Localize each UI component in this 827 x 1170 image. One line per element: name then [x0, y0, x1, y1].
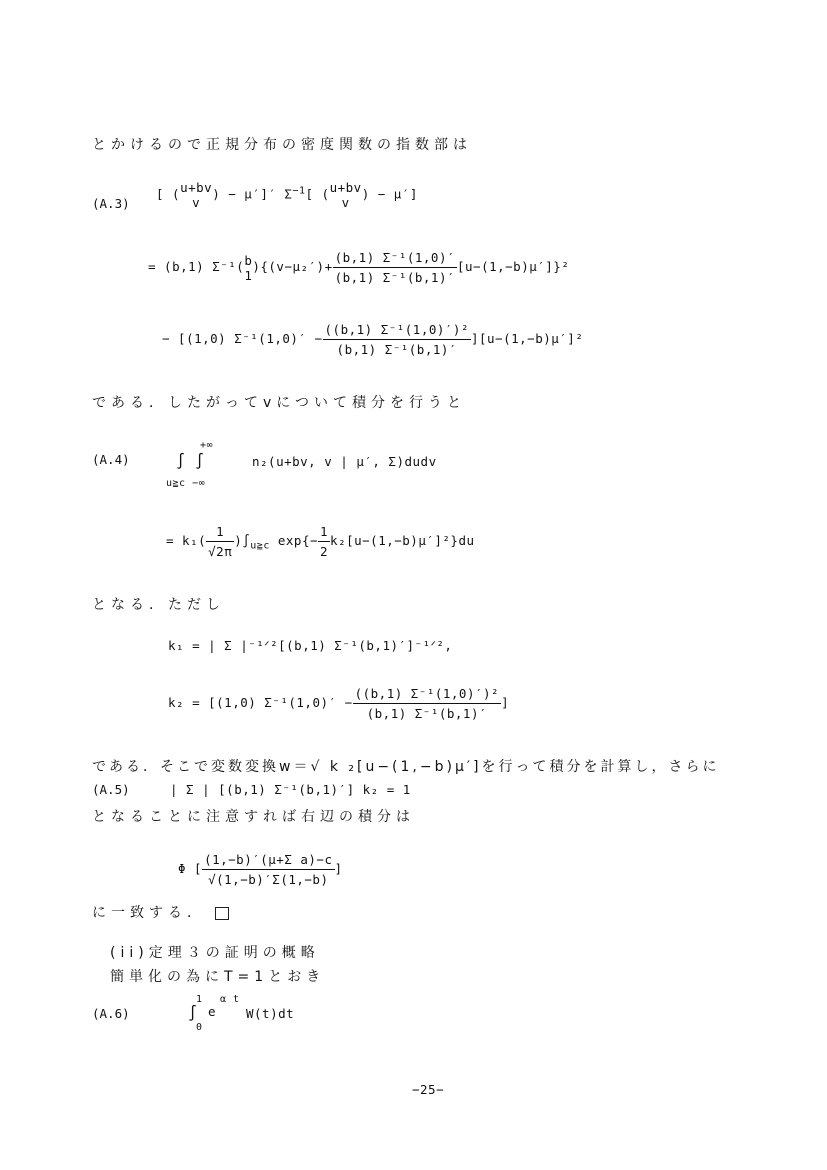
integral-a6-sign: ∫ [188, 1004, 198, 1022]
equation-a6-body: W(t)dt [246, 1006, 295, 1021]
double-integral: ∫ ∫ [176, 452, 205, 470]
page-number: −25− [412, 1082, 445, 1097]
integral-a6-lower: 0 [196, 1022, 203, 1033]
text-line-5: となることに注意すれば右辺の積分は [92, 809, 415, 825]
integral-lower-limits: u≧c −∞ [166, 478, 206, 489]
eq-label-a4: (A.4) [92, 452, 130, 467]
equation-a6-exponent: α t [220, 994, 240, 1005]
section-heading: (ii)定理３の証明の概略 [110, 945, 320, 961]
text-line-3: となる．ただし [92, 597, 225, 613]
integral-upper-limit: +∞ [200, 440, 214, 451]
text-line-1: とかけるので正規分布の密度関数の指数部は [92, 137, 472, 153]
equation-k1: k₁ = | Σ |⁻¹ᐟ²[(b,1) Σ⁻¹(b,1)′]⁻¹ᐟ², [168, 638, 453, 653]
equation-a5: | Σ | [(b,1) Σ⁻¹(b,1)′] k₂ = 1 [170, 782, 411, 797]
text-line-2: である．したがってvについて積分を行うと [92, 395, 467, 411]
equation-a3-line3: − [(1,0) Σ⁻¹(1,0)′ − $\frac{\text{((b,1) Σ⁻¹(1,0)′)²}}{\text{(b,1) Σ⁻¹(b,1)′}}$ ][u−(1,−b)μ′]² [162, 322, 584, 357]
equation-a4-body: n₂(u+bv, v | μ′, Σ)dudv [252, 454, 437, 469]
equation-a6-e: e [208, 1004, 217, 1019]
equation-a4-line2: = k₁( $\frac{1}{√2\pi}$ )$\int_{u≧c}$ exp{− $\frac{1}{2}$ k₂[u−(1,−b)μ′]²}du [166, 524, 475, 559]
integral-a6-upper: 1 [196, 994, 203, 1005]
eq-label-a6: (A.6) [92, 1006, 130, 1021]
eq-label-a5: (A.5) [92, 782, 130, 797]
eq-label-a3: (A.3) [92, 196, 130, 211]
equation-k2: k₂ = [(1,0) Σ⁻¹(1,0)′ − $\frac{\text{((b,1) Σ⁻¹(1,0)′)²}}{\text{(b,1) Σ⁻¹(b,1)′}}$ ] [168, 686, 510, 721]
text-line-8: 簡単化の為にT=1とおき [110, 969, 326, 985]
equation-a3-line1: [ (u+bv v) − μ′]′ $\Sigma^{-1}$[ (u+bv v) − μ′] [156, 180, 418, 210]
equation-phi: Φ [ $\frac{\text{(1,−b)′(μ+Σ a)−c}}{√(1,-b)'\Sigma(1,-b)}$ ] [178, 852, 343, 887]
text-line-4: である．そこで変数変換w＝√ k ₂[u−(1,−b)μ′]を行って積分を計算し，さらに [92, 759, 720, 775]
qed-box-icon [215, 907, 229, 920]
text-line-6: に一致する． [92, 902, 229, 922]
equation-a3-line2: = (b,1) Σ⁻¹(b 1){(v−μ₂′)+ $\frac{\text{(b,1) Σ⁻¹(1,0)′}}{\text{(b,1) Σ⁻¹(b,1)′}}$ [u−(1,−b)μ′]}² [148, 250, 570, 285]
